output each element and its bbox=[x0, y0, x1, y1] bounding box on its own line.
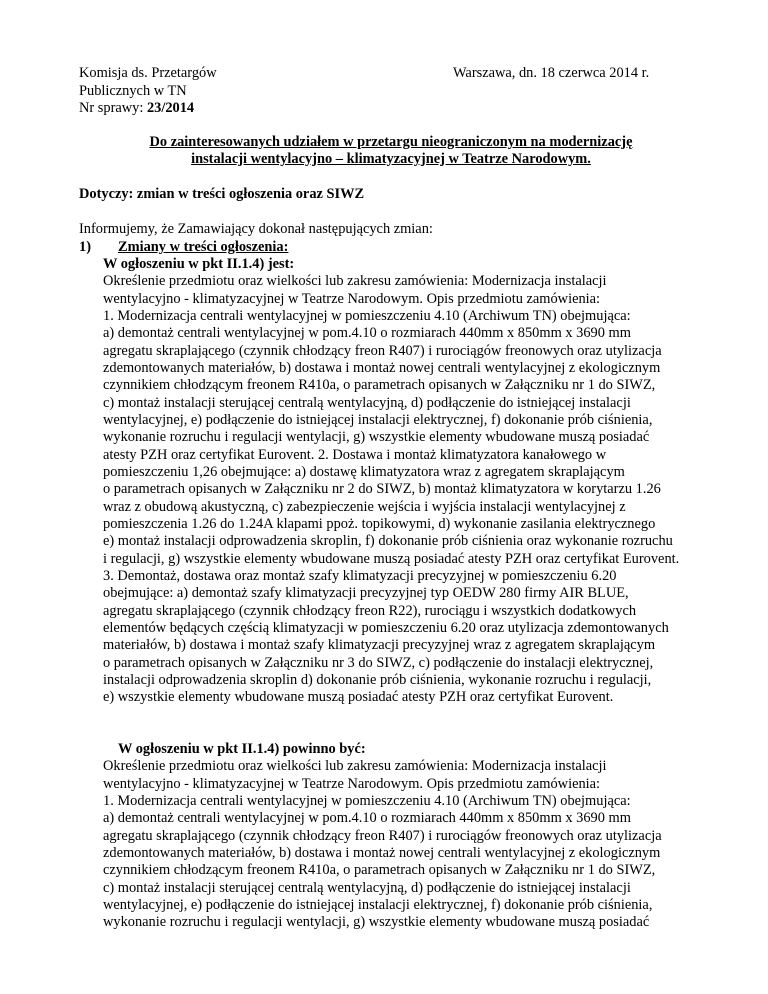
block-is-line: zdemontowanych materiałów, b) dostawa i montaż nowej centrali wentylacyjnej z ekologicznym bbox=[103, 360, 661, 376]
block-is-line: materiałów, b) dostawa i montaż szafy klimatyzacji precyzyjnej wraz z agregatem skraplającym bbox=[103, 637, 656, 653]
block-is-line: o parametrach opisanych w Załączniku nr 3 do SIWZ, c) podłączenie do instalacji elektrycznej, bbox=[103, 655, 654, 671]
block-should-line: 1. Modernizacja centrali wentylacyjnej w pomieszczeniu 4.10 (Archiwum TN) obejmująca: bbox=[103, 793, 631, 809]
block-is-line: elementów będących częścią klimatyzacji w pomieszczeniu 6.20 oraz utylizacja zdemontowanych bbox=[103, 620, 669, 636]
section-1-number: 1) bbox=[79, 239, 91, 255]
block-should-line: wykonanie rozruchu i regulacji wentylacji, g) wszystkie elementy wbudowane muszą posiadać bbox=[103, 914, 650, 930]
block-is-heading: W ogłoszeniu w pkt II.1.4) jest: bbox=[103, 256, 295, 272]
intro-paragraph: Informujemy, że Zamawiający dokonał następujących zmian: bbox=[79, 221, 433, 237]
case-label: Nr sprawy: bbox=[79, 100, 147, 116]
block-is-line: obejmujące: a) demontaż szafy klimatyzacji precyzyjnej typ OEDW 280 firmy AIR BLUE, bbox=[103, 585, 629, 601]
block-is-line: agregatu skraplającego (czynnik chłodzący freon R407) i rurociągów freonowych oraz utylizacja bbox=[103, 343, 662, 359]
block-is-line: e) wszystkie elementy wbudowane muszą posiadać atesty PZH oraz certyfikat Eurovent. bbox=[103, 689, 614, 705]
block-is-line: wykonanie rozruchu i regulacji wentylacji, g) wszystkie elementy wbudowane muszą posiadać bbox=[103, 429, 650, 445]
block-is-line: wentylacyjnej, e) podłączenie do istniejącej instalacji elektrycznej, f) dokonanie prób ciśnienia, bbox=[103, 412, 653, 428]
block-should-line: wentylacyjnej, e) podłączenie do istniejącej instalacji elektrycznej, f) dokonanie prób ciśnienia, bbox=[103, 897, 653, 913]
document-title-line-1: Do zainteresowanych udziałem w przetargu nieograniczonym na modernizację bbox=[149, 134, 633, 150]
block-should-line: c) montaż instalacji sterującej centralą wentylacyjną, d) podłączenie do istniejącej instalacji bbox=[103, 880, 631, 896]
document-title-line-2: instalacji wentylacyjno – klimatyzacyjnej w Teatrze Narodowym. bbox=[191, 151, 591, 167]
block-should-line: Określenie przedmiotu oraz wielkości lub zakresu zamówienia: Modernizacja instalacji bbox=[103, 758, 607, 774]
block-is-line: 3. Demontaż, dostawa oraz montaż szafy klimatyzacji precyzyjnej w pomieszczeniu 6.20 bbox=[103, 568, 617, 584]
block-is-line: Określenie przedmiotu oraz wielkości lub zakresu zamówienia: Modernizacja instalacji bbox=[103, 273, 607, 289]
section-1-heading: Zmiany w treści ogłoszenia: bbox=[118, 239, 289, 255]
block-is-line: wraz z obudową akustyczną, c) zabezpieczenie wejścia i wyjścia instalacji wentylacyjnej z bbox=[103, 499, 626, 515]
header-org-line-2: Publicznych w TN bbox=[79, 83, 187, 99]
subject-line: Dotyczy: zmian w treści ogłoszenia oraz SIWZ bbox=[79, 186, 365, 202]
block-is-line: 1. Modernizacja centrali wentylacyjnej w pomieszczeniu 4.10 (Archiwum TN) obejmująca: bbox=[103, 308, 631, 324]
block-should-line: wentylacyjno - klimatyzacyjnej w Teatrze Narodowym. Opis przedmiotu zamówienia: bbox=[103, 776, 601, 792]
block-should-heading: W ogłoszeniu w pkt II.1.4) powinno być: bbox=[118, 741, 366, 757]
case-number-value: 23/2014 bbox=[146, 100, 195, 116]
block-is-line: i regulacji, g) wszystkie elementy wbudowane muszą posiadać atesty PZH oraz certyfikat Eurovent. bbox=[103, 551, 680, 567]
header-case-number bbox=[79, 99, 194, 117]
block-should-line: zdemontowanych materiałów, b) dostawa i montaż nowej centrali wentylacyjnej z ekologicznym bbox=[103, 845, 661, 861]
block-should-line: agregatu skraplającego (czynnik chłodzący freon R407) i rurociągów freonowych oraz utylizacja bbox=[103, 828, 662, 844]
block-is-line: pomieszczeniu 1,26 obejmujące: a) dostawę klimatyzatora wraz z agregatem skraplającym bbox=[103, 464, 625, 480]
block-is-line: c) montaż instalacji sterującej centralą wentylacyjną, d) podłączenie do istniejącej instalacji bbox=[103, 395, 631, 411]
block-is-line: atesty PZH oraz certyfikat Eurovent. 2. Dostawa i montaż klimatyzatora kanałowego w bbox=[103, 447, 607, 463]
block-is-line: pomieszczenia 1.26 do 1.24A klapami ppoż. topikowymi, d) wykonanie zasilania elektrycznego bbox=[103, 516, 656, 532]
header-org-line-1: Komisja ds. Przetargów bbox=[79, 65, 217, 81]
block-is-line: e) montaż instalacji odprowadzenia skroplin, f) dokonanie prób ciśnienia oraz wykonanie rozruchu bbox=[103, 533, 673, 549]
block-should-line: czynnikiem chłodzącym freonem R410a, o parametrach opisanych w Załączniku nr 1 do SIWZ, bbox=[103, 862, 656, 878]
block-is-line: instalacji odprowadzenia skroplin d) dokonanie prób ciśnienia, wykonanie rozruchu i regulacji, bbox=[103, 672, 652, 688]
block-should-line: a) demontaż centrali wentylacyjnej w pom.4.10 o rozmiarach 440mm x 850mm x 3690 mm bbox=[103, 810, 631, 826]
block-is-line: a) demontaż centrali wentylacyjnej w pom.4.10 o rozmiarach 440mm x 850mm x 3690 mm bbox=[103, 325, 631, 341]
header-date: Warszawa, dn. 18 czerwca 2014 r. bbox=[453, 65, 650, 81]
block-is-line: wentylacyjno - klimatyzacyjnej w Teatrze Narodowym. Opis przedmiotu zamówienia: bbox=[103, 291, 601, 307]
block-is-line: czynnikiem chłodzącym freonem R410a, o parametrach opisanych w Załączniku nr 1 do SIWZ, bbox=[103, 377, 656, 393]
block-is-line: agregatu skraplającego (czynnik chłodzący freon R22), rurociągu i wszystkich dodatkowych bbox=[103, 603, 637, 619]
block-is-line: o parametrach opisanych w Załączniku nr 2 do SIWZ, b) montaż klimatyzatora w korytarzu 1.26 bbox=[103, 481, 661, 497]
